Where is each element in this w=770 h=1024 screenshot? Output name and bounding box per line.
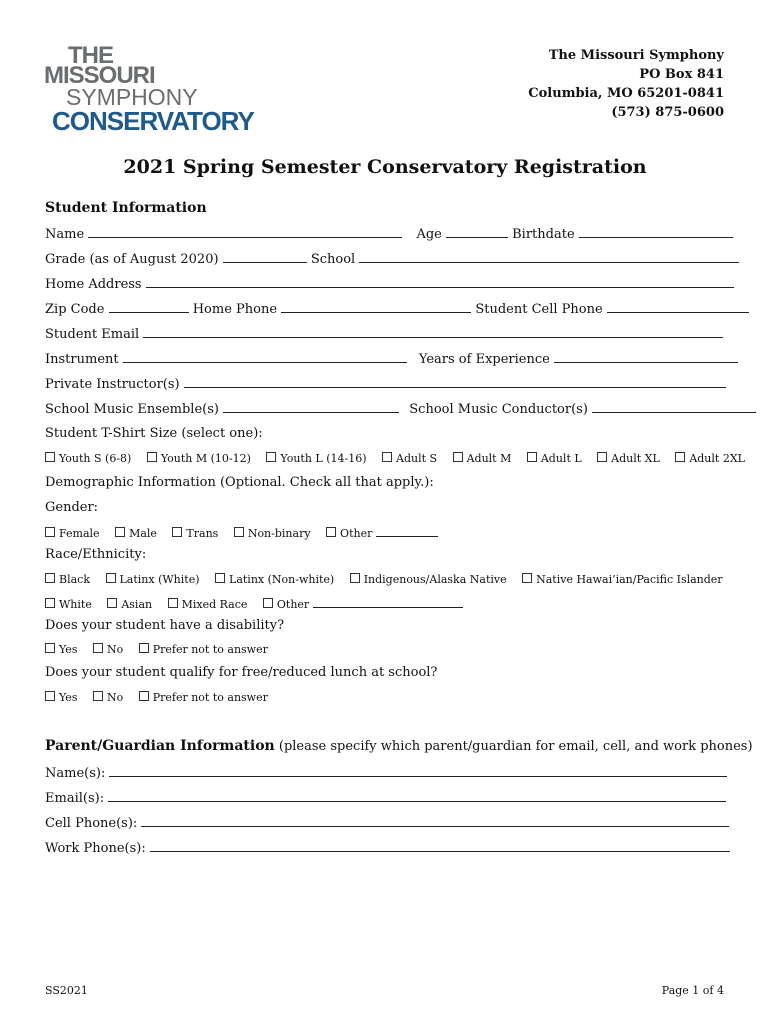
no-option[interactable]: No [93, 643, 123, 656]
checkbox[interactable] [263, 598, 273, 608]
race-options-row2 [45, 596, 463, 611]
org-name: The Missouri Symphony [548, 48, 724, 63]
grade-row: Grade (as of August 2020) School [45, 251, 739, 267]
student-info-heading: Student Information [45, 200, 207, 216]
checkbox[interactable] [45, 691, 55, 701]
race-option[interactable]: Black [45, 573, 90, 586]
race-option[interactable]: Latinx (Non-white) [215, 573, 334, 586]
gender-label: Gender: [45, 500, 99, 515]
checkbox[interactable] [527, 452, 537, 462]
gender-option[interactable]: Female [45, 527, 100, 540]
checkbox[interactable] [597, 452, 607, 462]
home-phone-field[interactable] [281, 301, 471, 313]
yes-option[interactable]: Yes [45, 691, 77, 704]
race-label: Race/Ethnicity: [45, 547, 147, 562]
instructor-row: Private Instructor(s) [45, 376, 726, 392]
po-box: PO Box 841 [639, 67, 724, 82]
gender-option[interactable]: Other [326, 527, 438, 540]
checkbox[interactable] [45, 527, 55, 537]
parent-note: (please specify which parent/guardian for email, cell, and work phones) [278, 739, 753, 754]
name-field[interactable] [88, 226, 402, 238]
checkbox[interactable] [172, 527, 182, 537]
tshirt-options [45, 452, 745, 465]
zip-row: Zip Code Home Phone Student Cell Phone [45, 301, 749, 317]
parent-heading: Parent/Guardian Information [45, 738, 275, 754]
conservatory-logo: THE MISSOURI SYMPHONY CONSERVATORY [44, 42, 254, 136]
checkbox[interactable] [106, 573, 116, 583]
student-email-field[interactable] [143, 326, 723, 338]
checkbox[interactable] [522, 573, 532, 583]
demographic-label: Demographic Information (Optional. Check all that apply.): [45, 475, 434, 490]
parent-emails-field[interactable] [108, 790, 726, 802]
size-option[interactable]: Adult XL [597, 452, 660, 465]
tshirt-label: Student T-Shirt Size (select one): [45, 426, 263, 441]
school-field[interactable] [359, 251, 739, 263]
race-option[interactable]: Mixed Race [168, 598, 248, 611]
instructor-field[interactable] [184, 376, 726, 388]
no-option[interactable]: No [93, 691, 123, 704]
parent-work-field[interactable] [150, 840, 730, 852]
size-option[interactable]: Adult L [527, 452, 582, 465]
parent-names-field[interactable] [109, 765, 727, 777]
checkbox[interactable] [147, 452, 157, 462]
checkbox[interactable] [107, 598, 117, 608]
checkbox[interactable] [45, 452, 55, 462]
size-option[interactable]: Youth S (6-8) [45, 452, 131, 465]
checkbox[interactable] [675, 452, 685, 462]
experience-field[interactable] [554, 351, 738, 363]
checkbox[interactable] [93, 643, 103, 653]
instrument-row: Instrument Years of Experience [45, 351, 738, 367]
student-cell-field[interactable] [607, 301, 749, 313]
checkbox[interactable] [45, 573, 55, 583]
race-option[interactable]: Native Hawai’ian/Pacific Islander [522, 573, 722, 586]
checkbox[interactable] [234, 527, 244, 537]
birthdate-field[interactable] [579, 226, 733, 238]
conductor-field[interactable] [592, 401, 756, 413]
prefer-not-option[interactable]: Prefer not to answer [139, 691, 268, 704]
home-address-row: Home Address [45, 276, 734, 292]
prefer-not-option[interactable]: Prefer not to answer [139, 643, 268, 656]
page-title: 2021 Spring Semester Conservatory Registration [123, 156, 647, 178]
checkbox[interactable] [266, 452, 276, 462]
checkbox[interactable] [382, 452, 392, 462]
instrument-field[interactable] [123, 351, 407, 363]
gender-option[interactable]: Non-binary [234, 527, 311, 540]
disability-question: Does your student have a disability? [45, 618, 285, 633]
lunch-question: Does your student qualify for free/reduced lunch at school? [45, 665, 438, 680]
checkbox[interactable] [453, 452, 463, 462]
checkbox[interactable] [139, 691, 149, 701]
parent-heading-row [45, 738, 753, 754]
name-row: Name Age Birthdate [45, 226, 733, 242]
checkbox[interactable] [93, 691, 103, 701]
race-other-field[interactable] [313, 596, 463, 608]
gender-other-field[interactable] [376, 525, 438, 537]
email-row: Student Email [45, 326, 723, 342]
size-option[interactable]: Adult M [453, 452, 512, 465]
gender-options [45, 525, 438, 540]
phone-line: (573) 875-0600 [611, 105, 724, 120]
checkbox[interactable] [45, 598, 55, 608]
size-option[interactable]: Adult 2XL [675, 452, 745, 465]
race-options-row1 [45, 573, 723, 586]
checkbox[interactable] [350, 573, 360, 583]
race-option[interactable]: Other [263, 598, 463, 611]
checkbox[interactable] [168, 598, 178, 608]
parent-cell-row: Cell Phone(s): [45, 815, 729, 831]
race-option[interactable]: White [45, 598, 92, 611]
zip-field[interactable] [109, 301, 189, 313]
checkbox[interactable] [139, 643, 149, 653]
home-address-field[interactable] [146, 276, 734, 288]
race-option[interactable]: Latinx (White) [106, 573, 200, 586]
parent-cell-field[interactable] [141, 815, 729, 827]
disability-options [45, 643, 268, 656]
checkbox[interactable] [215, 573, 225, 583]
address-block [528, 46, 724, 122]
parent-emails-row: Email(s): [45, 790, 726, 806]
race-option[interactable]: Asian [107, 598, 152, 611]
size-option[interactable]: Adult S [382, 452, 437, 465]
race-option[interactable]: Indigenous/Alaska Native [350, 573, 507, 586]
checkbox[interactable] [326, 527, 336, 537]
grade-field[interactable] [223, 251, 307, 263]
ensemble-row: School Music Ensemble(s) School Music Conductor(s) [45, 401, 756, 417]
gender-option[interactable]: Male [115, 527, 157, 540]
parent-names-row: Name(s): [45, 765, 727, 781]
ensemble-field[interactable] [223, 401, 399, 413]
yes-option[interactable]: Yes [45, 643, 77, 656]
form-code: SS2021 [45, 984, 88, 997]
page-number: Page 1 of 4 [661, 984, 724, 997]
gender-option[interactable]: Trans [172, 527, 218, 540]
city-line: Columbia, MO 65201-0841 [528, 86, 724, 101]
age-field[interactable] [446, 226, 508, 238]
size-option[interactable]: Youth M (10-12) [147, 452, 251, 465]
lunch-options [45, 691, 268, 704]
checkbox[interactable] [45, 643, 55, 653]
size-option[interactable]: Youth L (14-16) [266, 452, 366, 465]
checkbox[interactable] [115, 527, 125, 537]
parent-work-row: Work Phone(s): [45, 840, 730, 856]
